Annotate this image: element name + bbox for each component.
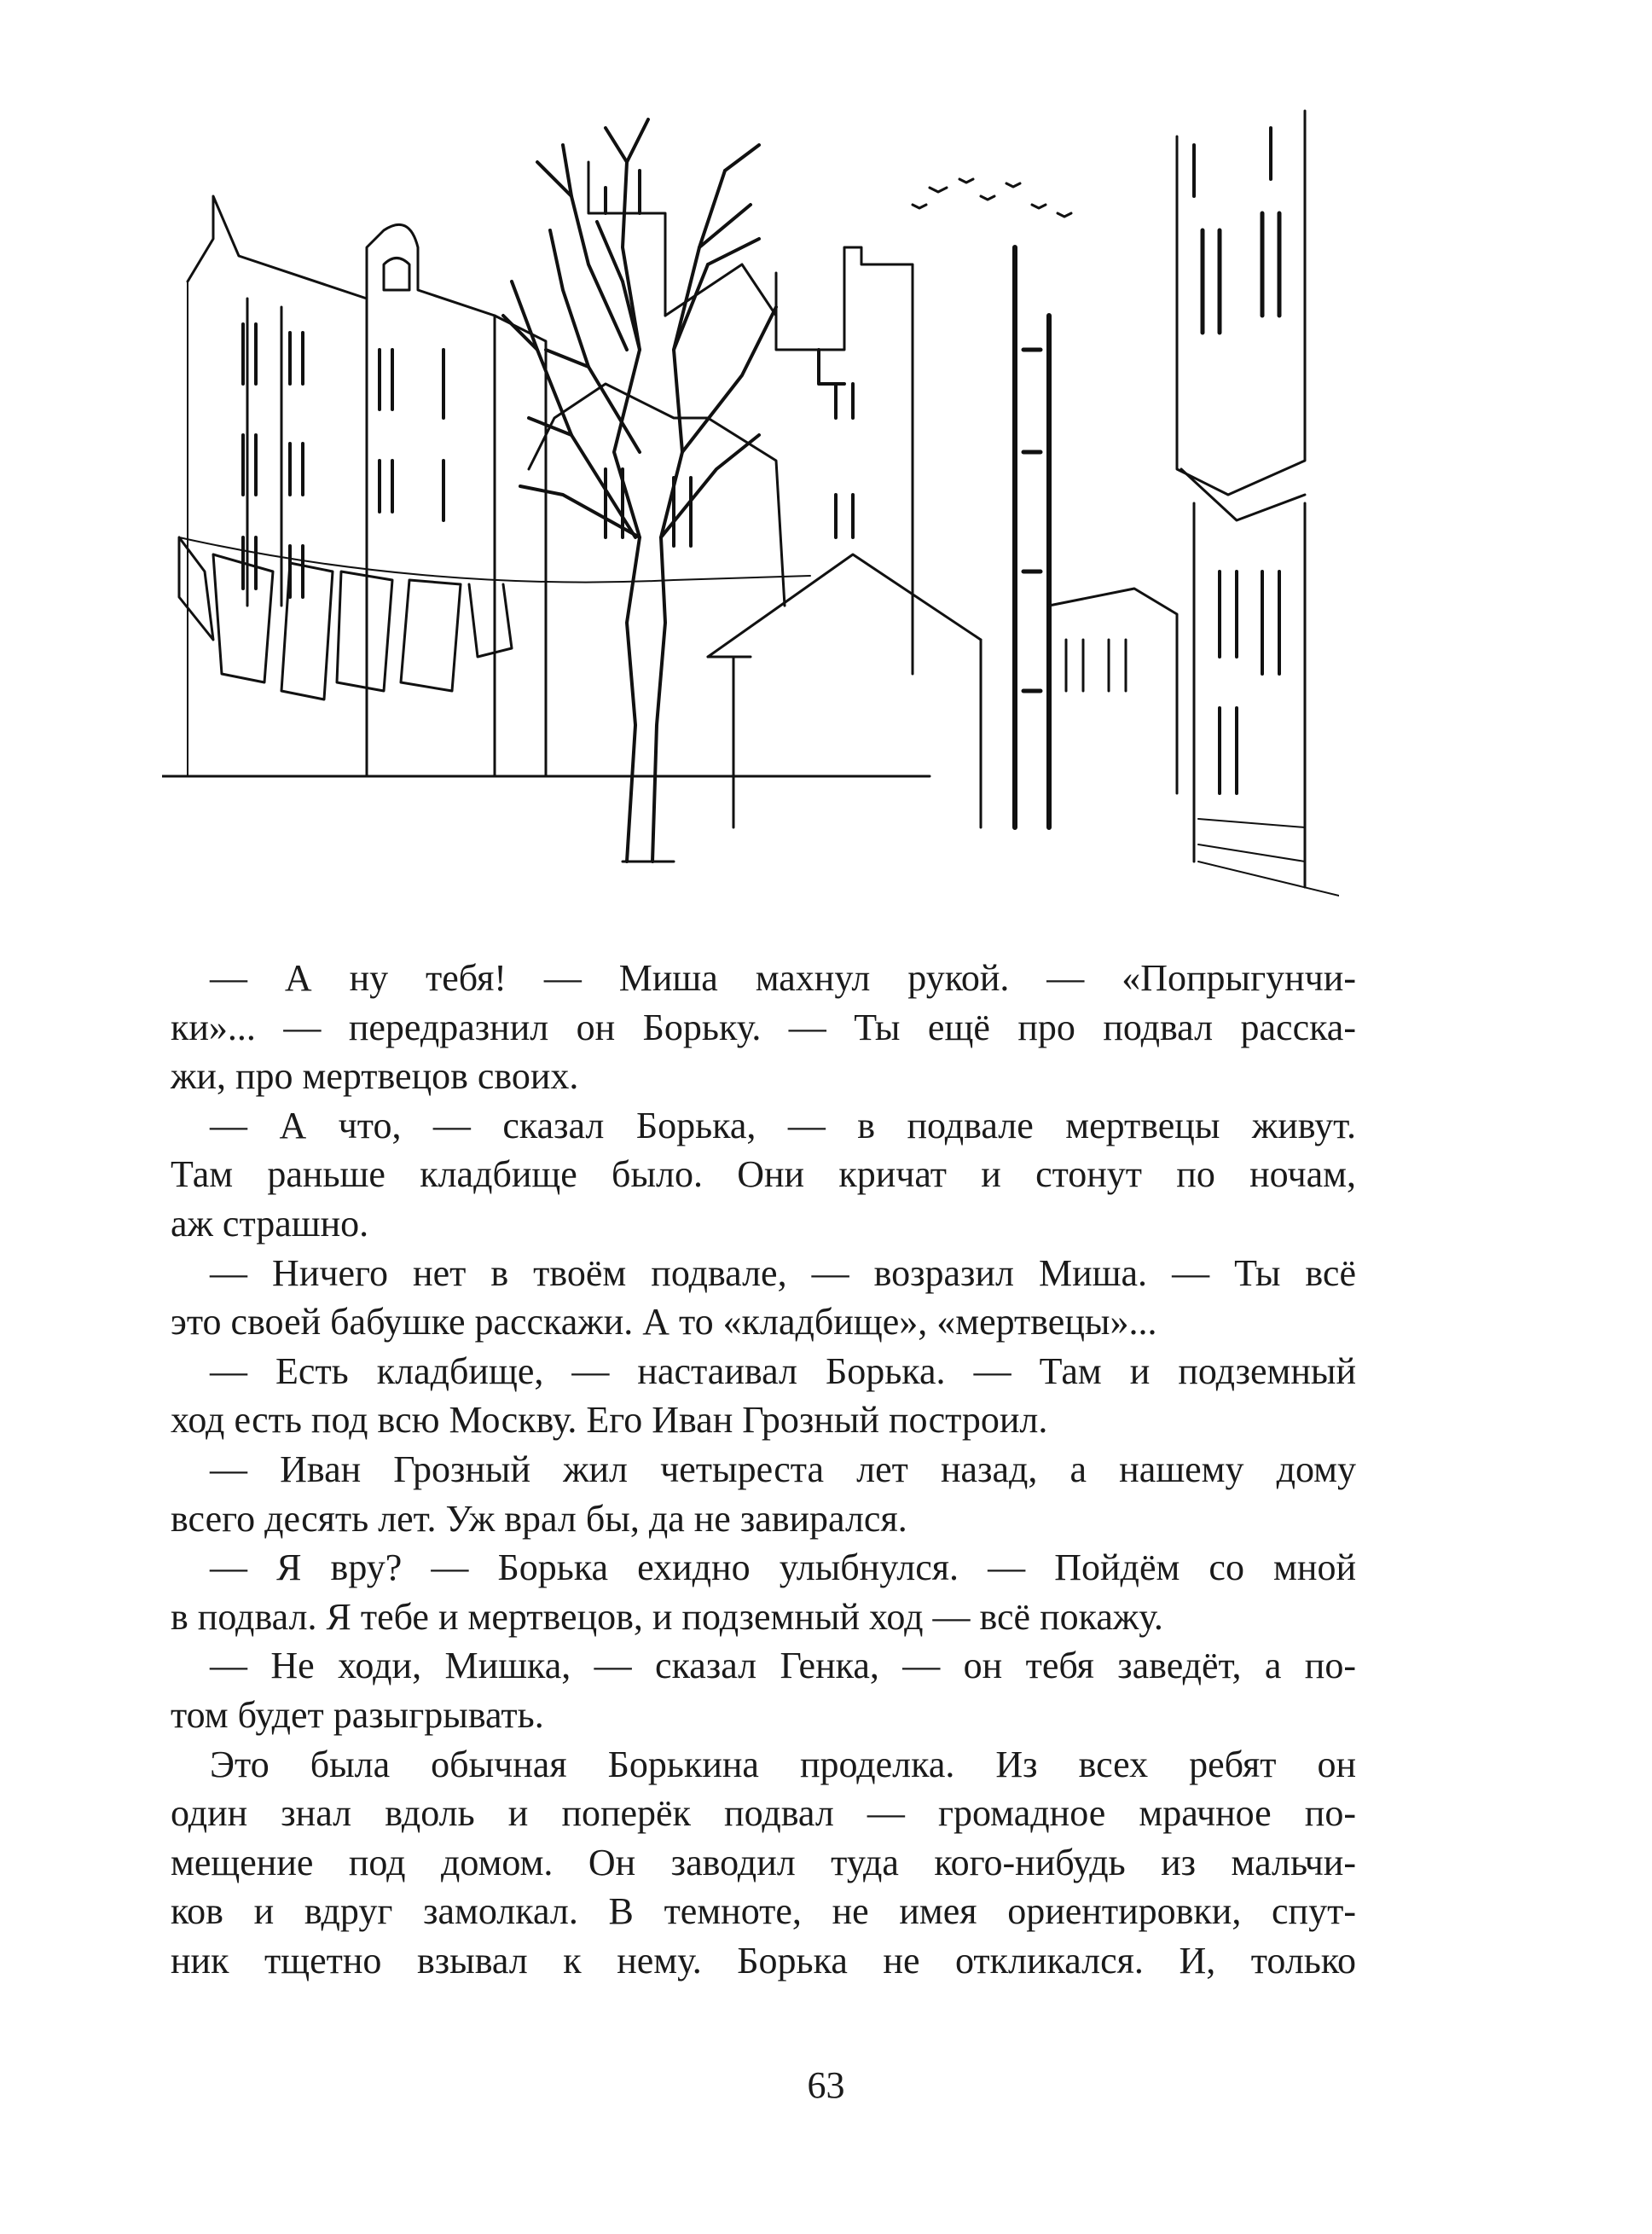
text-line: ки»... — передразнил он Борьку. — Ты ещё про подвал расска- [171,1006,1356,1048]
text-line: ков и вдруг замолкал. В темноте, не имея ориентировки, спут- [171,1890,1356,1933]
text-line: Это была обычная Борькина проделка. Из всех ребят он [210,1743,1356,1785]
text-line: — Есть кладбище, — настаивал Борька. — Там и подземный [210,1349,1356,1392]
text-line: в подвал. Я тебе и мертвецов, и подземный ход — всё покажу. [171,1595,1163,1638]
text-line: — Иван Грозный жил четыреста лет назад, а нашему дому [210,1448,1356,1490]
text-line: мещение под домом. Он заводил туда кого-нибудь из мальчи- [171,1841,1356,1883]
text-line: — Ничего нет в твоём подвале, — возразил Миша. — Ты всё [210,1251,1356,1294]
text-line: — А что, — сказал Борька, — в подвале мертвецы живут. [210,1104,1356,1146]
text-line: ник тщетно взывал к нему. Борька не откликался. И, только [171,1939,1356,1982]
text-line: — Я вру? — Борька ехидно улыбнулся. — Пойдём со мной [210,1546,1356,1589]
page-number: 63 [807,2064,845,2106]
text-line: жи, про мертвецов своих. [171,1055,579,1098]
body-text [171,954,1356,1985]
text-line: — Не ходи, Мишка, — сказал Генка, — он тебя заведёт, а по- [210,1645,1356,1687]
text-line: один знал вдоль и поперёк подвал — громадное мрачное по- [171,1792,1356,1835]
text-line: том будет разыгрывать. [171,1693,544,1736]
courtyard-illustration [162,94,1339,913]
text-line: ход есть под всю Москву. Его Иван Грозный построил. [171,1399,1048,1442]
text-line: аж страшно. [171,1202,369,1245]
text-line: — А ну тебя! — Миша махнул рукой. — «Попрыгунчи- [210,957,1356,999]
text-line: это своей бабушке расскажи. А то «кладбище», «мертвецы»... [171,1301,1157,1343]
text-line: Там раньше кладбище было. Они кричат и стонут по ночам, [171,1153,1356,1196]
text-line: всего десять лет. Уж врал бы, да не завирался. [171,1497,907,1540]
